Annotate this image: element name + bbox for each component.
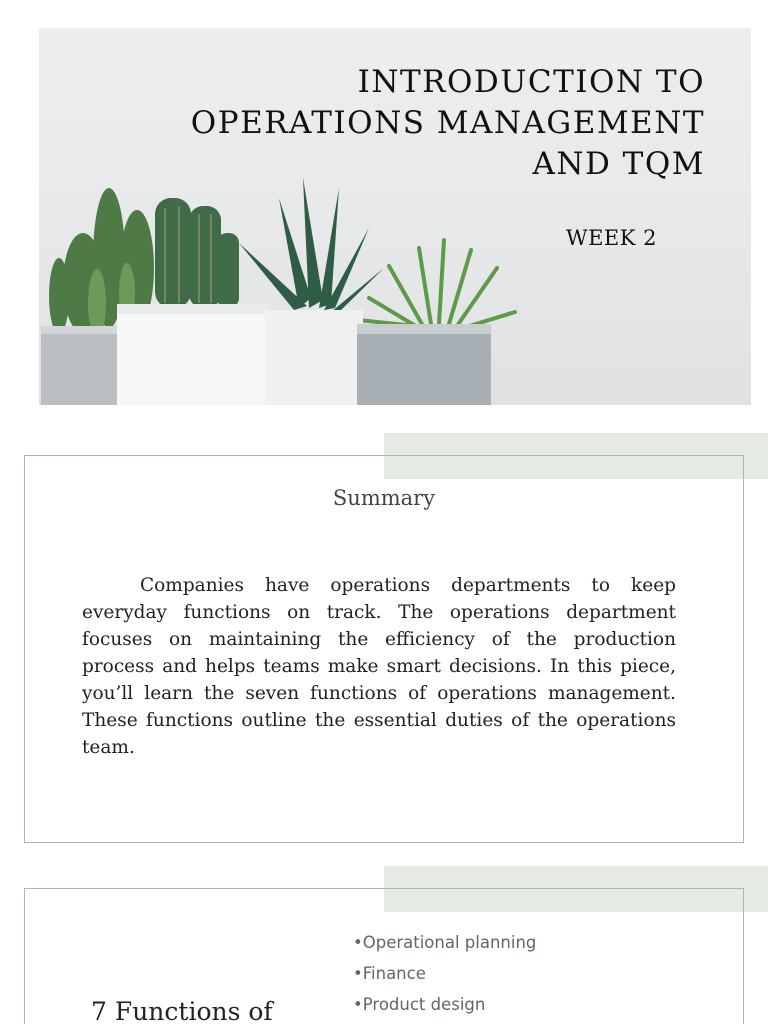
functions-list (353, 927, 536, 1020)
summary-paragraph: Companies have operations departments to keep everyday functions on track. The operations department focuses on maintaining the efficiency of the production process and helps teams make smart decisions. In this piece, you’ll learn the seven functions of operations management. These functions outline the essential duties of the operations team. (82, 575, 676, 758)
list-item: •Operational planning (353, 933, 537, 952)
functions-heading: 7 Functions of (91, 997, 273, 1024)
list-item: •Product design (353, 995, 486, 1014)
slide-title: INTRODUCTION TO OPERATIONS MANAGEMENT AND TQM (190, 64, 705, 182)
list-item: •Finance (353, 964, 426, 983)
title-slide (39, 28, 751, 405)
summary-slide (24, 455, 744, 843)
functions-slide (24, 888, 744, 1024)
slide-subtitle: WEEK 2 (566, 226, 657, 250)
summary-heading: Summary (332, 486, 436, 510)
